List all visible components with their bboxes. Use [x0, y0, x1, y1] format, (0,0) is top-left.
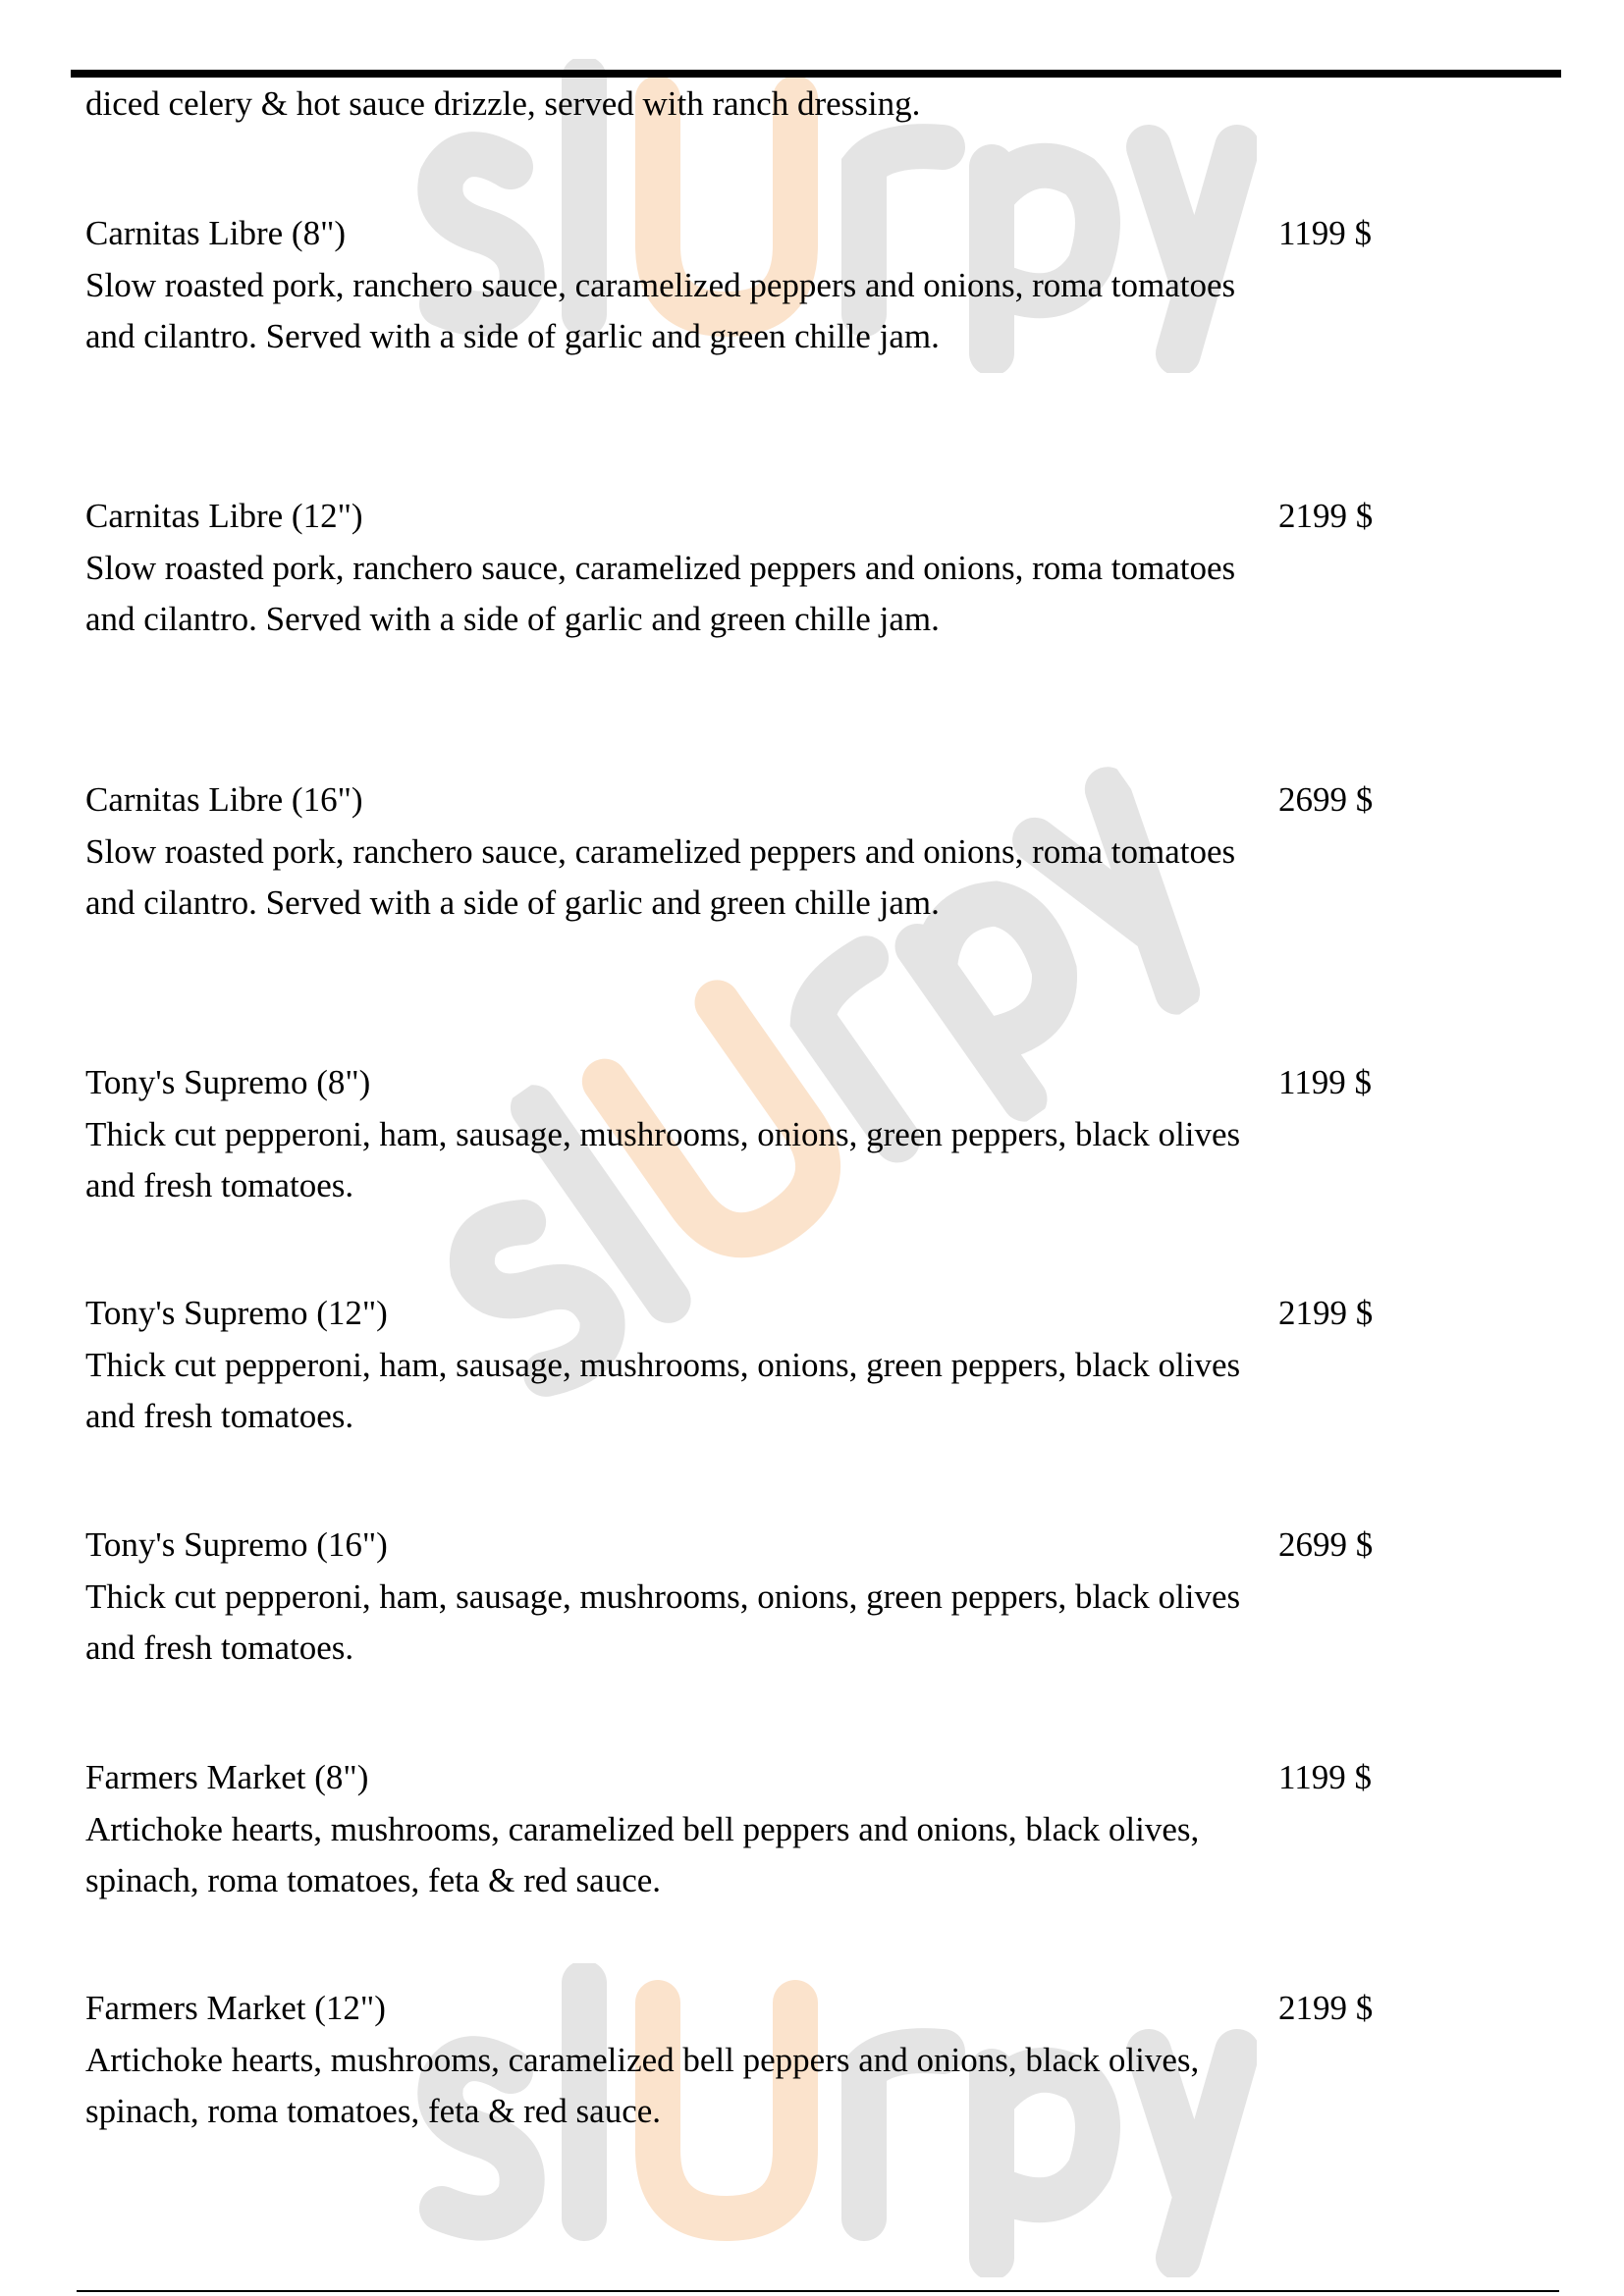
top-divider: [71, 70, 1561, 78]
item-price: 1199 $: [1278, 1758, 1372, 1796]
item-description: Slow roasted pork, ranchero sauce, caramelized peppers and onions, roma tomatoes and cilantro. Served with a side of garlic and green chille jam.: [85, 548, 1236, 638]
item-price: 2199 $: [1278, 497, 1374, 535]
menu-item: [85, 1520, 1558, 1675]
item-description: Artichoke hearts, mushrooms, caramelized bell peppers and onions, black olives, spinach, roma tomatoes, feta & red sauce.: [85, 1809, 1200, 1899]
bottom-divider: [77, 2290, 1559, 2292]
item-description: Artichoke hearts, mushrooms, caramelized bell peppers and onions, black olives, spinach, roma tomatoes, feta & red sauce.: [85, 2040, 1200, 2130]
item-description: Thick cut pepperoni, ham, sausage, mushrooms, onions, green peppers, black olives and fresh tomatoes.: [85, 1576, 1241, 1667]
item-description: Slow roasted pork, ranchero sauce, caramelized peppers and onions, roma tomatoes and cilantro. Served with a side of garlic and green chille jam.: [85, 831, 1236, 922]
item-price: 2199 $: [1278, 1989, 1374, 2027]
item-name: Carnitas Libre (12"): [85, 497, 363, 535]
item-name: Tony's Supremo (8"): [85, 1063, 371, 1101]
item-description: Thick cut pepperoni, ham, sausage, mushrooms, onions, green peppers, black olives and fresh tomatoes.: [85, 1114, 1241, 1204]
menu-item: [85, 208, 1558, 363]
item-price: 2699 $: [1278, 780, 1374, 819]
item-name: Tony's Supremo (12"): [85, 1294, 388, 1332]
item-price: 1199 $: [1278, 1063, 1372, 1101]
item-name: Farmers Market (8"): [85, 1758, 369, 1796]
item-name: Carnitas Libre (16"): [85, 780, 363, 819]
menu-item: [85, 1752, 1558, 1907]
item-price: 2199 $: [1278, 1294, 1374, 1332]
item-name: Tony's Supremo (16"): [85, 1525, 388, 1564]
menu-item: [85, 1288, 1558, 1443]
item-description: Thick cut pepperoni, ham, sausage, mushrooms, onions, green peppers, black olives and fresh tomatoes.: [85, 1345, 1241, 1435]
continued-description: [85, 79, 1558, 131]
menu-item: [85, 491, 1558, 646]
item-name: Carnitas Libre (8"): [85, 214, 347, 252]
item-description: Slow roasted pork, ranchero sauce, caramelized peppers and onions, roma tomatoes and cilantro. Served with a side of garlic and green chille jam.: [85, 265, 1236, 355]
item-price: 2699 $: [1278, 1525, 1374, 1564]
item-description: diced celery & hot sauce drizzle, served with ranch dressing.: [85, 84, 921, 123]
menu-item: [85, 1057, 1558, 1212]
item-price: 1199 $: [1278, 214, 1372, 252]
item-name: Farmers Market (12"): [85, 1989, 386, 2027]
menu-item: [85, 774, 1558, 930]
menu-item: [85, 1983, 1558, 2138]
